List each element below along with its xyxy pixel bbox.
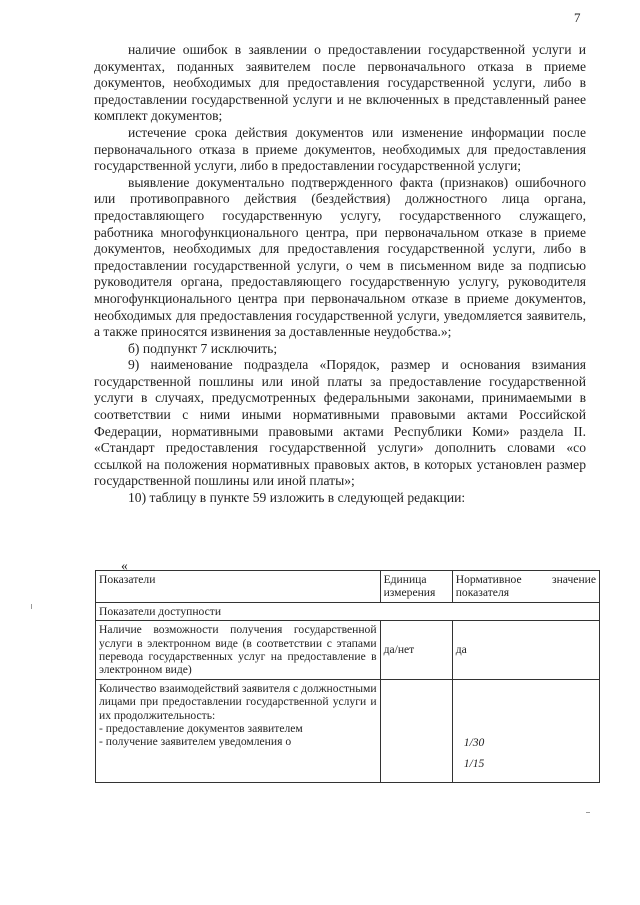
row1-unit: да/нет — [380, 621, 452, 680]
table-section-row — [96, 602, 600, 620]
row2-value2: 1/15 — [463, 757, 485, 771]
opening-quote: « — [121, 558, 128, 573]
section-title: Показатели доступности — [96, 602, 600, 620]
row2-value-spacer — [456, 682, 596, 736]
header-value: Нормативное значение показателя — [452, 571, 599, 603]
paragraph-expiry: истечение срока действия документов или изменение информации после первоначального отказа в приеме документов, необходимых для предоставления государственной услуги, либо в предоставлении государственной услуги; — [94, 124, 586, 174]
row2-value-gap — [456, 749, 596, 757]
row2-value-cell — [452, 679, 599, 782]
scan-mark — [31, 604, 32, 609]
header-indicator: Показатели — [96, 571, 381, 603]
body-text — [94, 42, 586, 507]
table-header-row — [96, 571, 600, 603]
paragraph-item-10: 10) таблицу в пункте 59 изложить в следующей редакции: — [128, 490, 466, 506]
table-row — [96, 679, 600, 782]
row2-value1: 1/30 — [463, 735, 485, 749]
row1-indicator: Наличие возможности получения государственной услуги в электронном виде (в соответствии с этапами перевода государственных услуг на предоставление в электронном виде) — [96, 621, 381, 680]
paragraph-misconduct: выявление документально подтвержденного факта (признаков) ошибочного или противоправного действия (бездействия) должностного лица органа, предоставляющего государственную услугу, государственного служащего, работника многофункционального центра, при первоначальном отказе в приеме документов, необходимых для предоставления государственной услуги, либо в предоставлении государственной услуги, о чем в письменном виде за подписью руководителя органа, предоставляющего государственную услугу, руководителя многофункционального центра при первоначальном отказе в приеме документов, необходимых для предоставления государственной услуги, уведомляется заявитель, а также приносятся извинения за доставленные неудобства.»; — [94, 174, 586, 340]
scan-mark — [586, 812, 590, 813]
paragraph-item-9: 9) наименование подраздела «Порядок, размер и основания взимания государственной пошлины или иной платы за предоставление государственной услуги в случаях, предусмотренных федеральными законами, принимаемыми в соответствии с ними иными нормативными правовыми актами Российской Федерации, нормативными правовыми актами Республики Коми» раздела II. «Стандарт предоставления государственной услуги» дополнить словами «со ссылкой на положения нормативных правовых актов, в которых установлен размер государственной пошлины или иной платы»; — [94, 357, 586, 489]
row2-indicator-cell — [96, 679, 381, 782]
row2-indicator: Количество взаимодействий заявителя с должностными лицами при предоставлении государственной услуги и их продолжительность: — [99, 681, 377, 722]
row1-value: да — [452, 621, 599, 680]
paragraph-errors: наличие ошибок в заявлении о предоставлении государственной услуги и документах, поданных заявителем после первоначального отказа в приеме документов, необходимых для предоставления государственной услуги, либо в предоставлении государственной услуги и не включенных в представленный ранее комплект документов; — [94, 42, 586, 124]
page-number: 7 — [574, 10, 581, 25]
row2-item2: - получение заявителем уведомления о — [99, 735, 292, 749]
row2-unit — [380, 679, 452, 782]
header-unit: Единица измерения — [380, 571, 452, 603]
indicators-table — [95, 570, 600, 783]
table-row — [96, 621, 600, 680]
row2-item1: - предоставление документов заявителем — [99, 722, 303, 736]
paragraph-subitem-b: б) подпункт 7 исключить; — [128, 340, 278, 356]
